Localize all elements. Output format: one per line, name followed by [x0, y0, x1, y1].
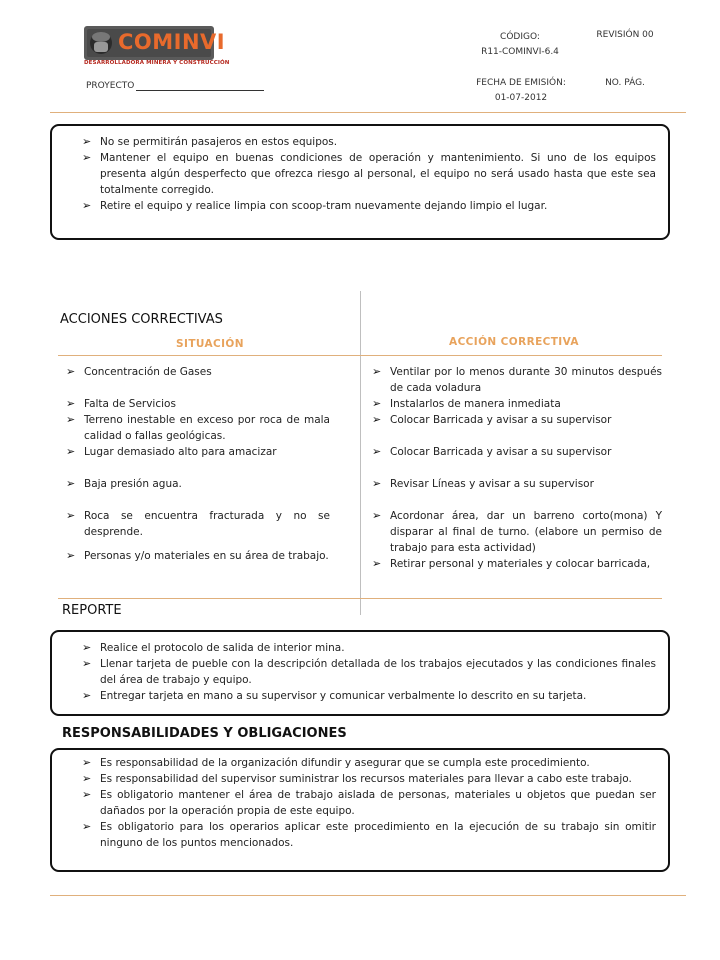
- footer-divider: [50, 895, 686, 896]
- reporte-title: REPORTE: [62, 603, 122, 618]
- responsabilidades-box: [50, 748, 670, 872]
- codigo-block: [470, 30, 570, 60]
- list-item: ➢ Llenar tarjeta de pueble con la descripción detallada de los trabajos ejecutados y las condiciones finales del área de trabajo y equipo.: [82, 656, 656, 688]
- accion-item: ➢ Colocar Barricada y avisar a su supervisor: [372, 444, 662, 460]
- safety-rules-box: [50, 124, 670, 240]
- reporte-list: [82, 640, 656, 704]
- situacion-item: ➢ Personas y/o materiales en su área de trabajo.: [66, 548, 330, 564]
- accion-item: ➢ Instalarlos de manera inmediata: [372, 396, 662, 412]
- situacion-item: ➢ Baja presión agua.: [66, 476, 330, 492]
- col-header-accion: ACCIÓN CORRECTIVA: [449, 336, 579, 348]
- list-item: ➢ Retire el equipo y realice limpia con scoop-tram nuevamente dejando limpio el lugar.: [82, 198, 656, 214]
- situacion-item: ➢ Lugar demasiado alto para amacizar: [66, 444, 330, 460]
- safety-rules-list: [82, 134, 656, 214]
- accion-item: ➢ Colocar Barricada y avisar a su supervisor: [372, 412, 662, 428]
- project-field: [86, 80, 264, 91]
- situacion-list: [66, 364, 330, 564]
- project-line: [136, 80, 264, 91]
- responsabilidades-title: RESPONSABILIDADES Y OBLIGACIONES: [62, 726, 347, 741]
- col-header-situacion: SITUACIÓN: [176, 338, 244, 350]
- situacion-item: ➢ Concentración de Gases: [66, 364, 330, 380]
- acciones-title: ACCIONES CORRECTIVAS: [60, 312, 223, 327]
- list-item: ➢ Realice el protocolo de salida de interior mina.: [82, 640, 656, 656]
- table-header-rule: [58, 355, 662, 356]
- revision: REVISIÓN 00: [596, 30, 654, 40]
- table-column-divider: [360, 291, 361, 615]
- situacion-column: [66, 364, 330, 564]
- accion-column: [372, 364, 662, 572]
- list-item: ➢ Es responsabilidad de la organización difundir y asegurar que se cumpla este procedimiento.: [82, 755, 656, 771]
- project-label: PROYECTO: [86, 81, 135, 91]
- list-item: ➢ Entregar tarjeta en mano a su supervisor y comunicar verbalmente lo descrito en su tarjeta.: [82, 688, 656, 704]
- accion-item: ➢ Revisar Líneas y avisar a su supervisor: [372, 476, 662, 492]
- accion-list: [372, 364, 662, 572]
- fecha-label: FECHA DE EMISIÓN:: [476, 78, 566, 88]
- fecha-value: 01-07-2012: [494, 93, 548, 103]
- list-item: ➢ Mantener el equipo en buenas condiciones de operación y mantenimiento. Si uno de los equipos presenta algún desperfecto que ofrezca riesgo al personal, el equipo no será usado hasta que este sea totalmente corregido.: [82, 150, 656, 198]
- fecha-block: [462, 76, 580, 106]
- accion-item: ➢ Ventilar por lo menos durante 30 minutos después de cada voladura: [372, 364, 662, 396]
- list-item: ➢ Es responsabilidad del supervisor suministrar los recursos materiales para llevar a cabo este trabajo.: [82, 771, 656, 787]
- table-bottom-rule: [58, 598, 662, 599]
- situacion-item: ➢ Roca se encuentra fracturada y no se desprende.: [66, 508, 330, 540]
- situacion-item: ➢ Falta de Servicios: [66, 396, 330, 412]
- reporte-box: [50, 630, 670, 716]
- list-item: ➢ No se permitirán pasajeros en estos equipos.: [82, 134, 656, 150]
- header-divider: [50, 112, 686, 113]
- logo-text: COMINVI: [118, 30, 226, 54]
- accion-item: ➢ Acordonar área, dar un barreno corto(mona) Y disparar al final de turno. (elabore un permiso de trabajo para esta actividad): [372, 508, 662, 556]
- responsabilidades-list: [82, 755, 656, 851]
- page-number-label: NO. PÁG.: [605, 78, 645, 88]
- codigo-label: CÓDIGO:: [500, 32, 540, 42]
- list-item: ➢ Es obligatorio para los operarios aplicar este procedimiento en la ejecución de su trabajo sin omitir ninguno de los puntos mencionados.: [82, 819, 656, 851]
- codigo-value: R11-COMINVI-6.4: [481, 47, 559, 57]
- situacion-item: ➢ Terreno inestable en exceso por roca de mala calidad o fallas geológicas.: [66, 412, 330, 444]
- list-item: ➢ Es obligatorio mantener el área de trabajo aislada de personas, materiales u objetos que puedan ser dañados por la operación propia de este equipo.: [82, 787, 656, 819]
- logo-tagline: DESARROLLADORA MINERA Y CONSTRUCCIÓN: [84, 60, 230, 66]
- accion-item: ➢ Retirar personal y materiales y colocar barricada,: [372, 556, 662, 572]
